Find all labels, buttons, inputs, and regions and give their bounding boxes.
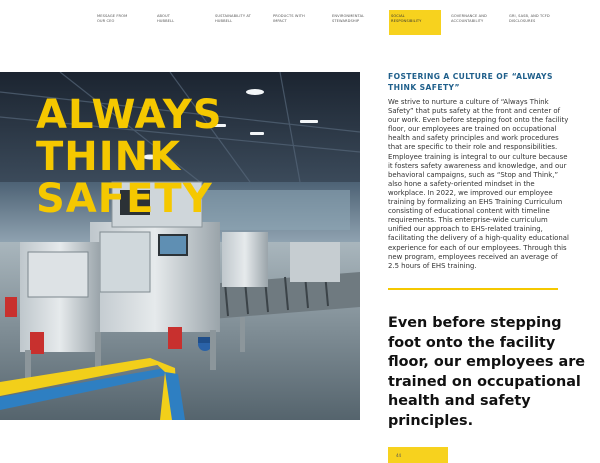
nav-item-products-with-impact[interactable]: PRODUCTS WITH IMPACT	[273, 14, 305, 23]
nav-item-social-responsibility[interactable]: SOCIAL RESPONSIBILITY	[389, 10, 441, 35]
headline-line-3: SAFETY	[36, 176, 213, 222]
headline	[36, 94, 223, 220]
section-body: We strive to nurture a culture of “Always Think Safety” that puts safety at the front and center of our work. Even before stepping foot onto the facility floor, our employees are trained on occupational health and safety principles and work procedures that are specific to their role and responsibilities. Employee training is integral to our culture because it fosters safety awareness and knowledge, and our behavioral campaigns, such as “Stop and Think,” also hone a safety-oriented mindset in the workplace. In 2022, we improved our employee training by formalizing an EHS Training Curriculum consisting of educational content with timeline requirements. This enterprise-wide curriculum unified our approach to EHS-related training, facilitating the delivery of a high-quality educational experience for each of our employees. Through this new program, employees received an average of 2.5 hours of EHS training.	[388, 98, 569, 270]
section-title: FOSTERING A CULTURE OF “ALWAYS THINK SAFETY”	[388, 72, 553, 92]
nav-item-governance[interactable]: GOVERNANCE AND ACCOUNTABILITY	[451, 14, 487, 23]
top-navigation	[0, 0, 600, 38]
nav-item-about-hubbell[interactable]: ABOUT HUBBELL	[157, 14, 175, 23]
divider	[388, 288, 558, 290]
nav-item-disclosures[interactable]: GRI, SASB, AND TCFD DISCLOSURES	[509, 14, 550, 23]
nav-item-sustainability[interactable]: SUSTAINABILITY AT HUBBELL	[215, 14, 251, 23]
page-number-tab	[388, 447, 448, 463]
hero-factory-photo	[0, 72, 360, 420]
nav-item-message-from-ceo[interactable]: MESSAGE FROM OUR CEO	[97, 14, 128, 23]
nav-item-environmental-stewardship[interactable]: ENVIRONMENTAL STEWARDSHIP	[332, 14, 365, 23]
page-number: 44	[396, 453, 402, 458]
headline-line-1: ALWAYS	[36, 92, 223, 138]
headline-line-2: THINK	[36, 134, 182, 180]
pull-quote: Even before stepping foot onto the facility floor, our employees are trained on occupational health and safety principles.	[388, 315, 586, 429]
